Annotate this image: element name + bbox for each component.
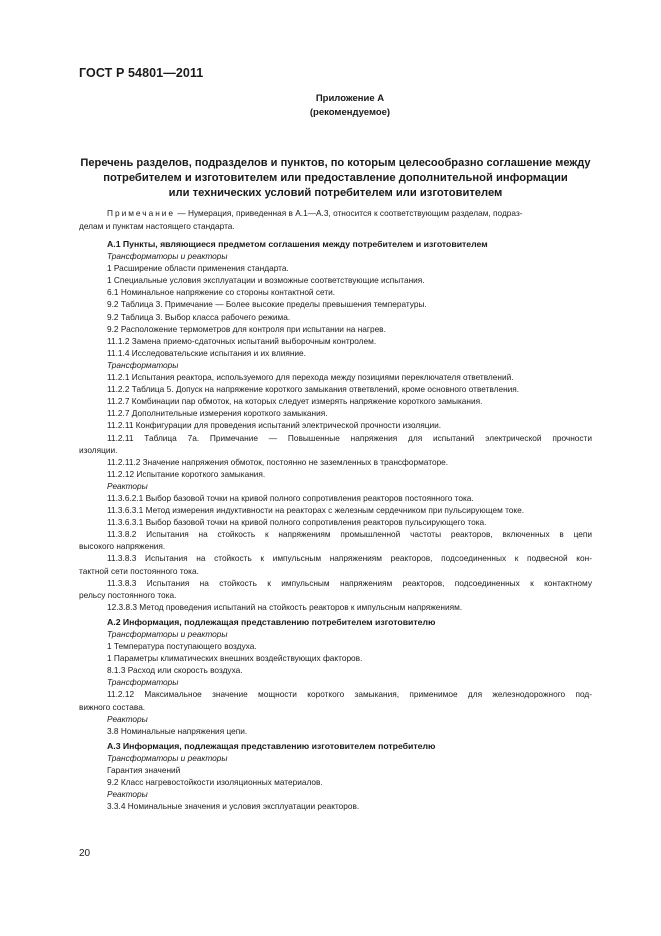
list-item: 11.3.8.3 Испытания на стойкость к импульсным напряжениям реакторов, подсоединенных к подвесной кон- [107, 553, 592, 564]
list-item-continuation: высокого напряжения. [79, 541, 166, 552]
list-item-continuation: рельсу постоянного тока. [79, 589, 177, 600]
subheading: Реакторы [107, 480, 148, 491]
list-item-continuation: тактной сети постоянного тока. [79, 565, 199, 576]
note [79, 207, 592, 232]
page-number: 20 [79, 848, 91, 859]
list-item-continuation: изоляции. [79, 444, 118, 455]
list-item: 3.8 Номинальные напряжения цепи. [107, 725, 248, 736]
list-item: 1 Специальные условия эксплуатации и возможные соответствующие испытания. [107, 275, 425, 286]
list-item: 11.3.8.3 Испытания на стойкость к импульсным напряжениям реакторов, подсоединенных к контактному [107, 577, 592, 588]
list-item: 11.3.6.2.1 Выбор базовой точки на кривой полного сопротивления реакторов постоянного тока. [107, 492, 474, 503]
list-item: 11.2.11.2 Значение напряжения обмоток, постоянно не заземленных в трансформаторе. [107, 456, 449, 467]
list-item: 1 Температура поступающего воздуха. [107, 641, 257, 652]
list-item: 11.2.7 Комбинации пар обмоток, на которых следует измерять напряжение короткого замыкания. [107, 396, 483, 407]
list-item: 11.2.12 Испытание короткого замыкания. [107, 468, 266, 479]
subheading: Трансформаторы и реакторы [107, 251, 228, 262]
subheading: Реакторы [107, 713, 148, 724]
list-item: 1 Параметры климатических внешних воздействующих факторов. [107, 653, 363, 664]
note-label: Примечание [107, 208, 176, 218]
list-item: 8.1.3 Расход или скорость воздуха. [107, 665, 243, 676]
main-title-line: потребителем и изготовителем или предоставление дополнительной информации [103, 172, 568, 185]
note-text: делам и пунктам настоящего стандарта. [79, 220, 235, 231]
list-item: 11.1.2 Замена приемо-сдаточных испытаний выборочным контролем. [107, 335, 377, 346]
list-item: 11.2.7 Дополнительные измерения короткого замыкания. [107, 408, 328, 419]
note-text: — Нумерация, приведенная в А.1—А.3, относится к соответствующим разделам, подраз- [177, 208, 523, 218]
main-title-line: или технических условий потребителем или изготовителем [168, 187, 503, 200]
appendix-title: Приложение А [315, 93, 385, 104]
list-item: 12.3.8.3 Метод проведения испытаний на стойкость реакторов к импульсным напряжениям. [107, 601, 463, 612]
list-item: 11.3.6.3.1 Метод измерения индуктивности на реакторах с железным сердечником при пульсирующем токе. [107, 505, 525, 516]
list-item-continuation: вижного состава. [79, 701, 146, 712]
list-item: 11.1.4 Исследовательские испытания и их влияние. [107, 347, 306, 358]
list-item: 11.3.6.3.1 Выбор базовой точки на кривой полного сопротивления реакторов пульсирующего тока. [107, 517, 487, 528]
list-item: 9.2 Таблица 3. Примечание — Более высокие пределы превышения температуры. [107, 299, 427, 310]
content [79, 238, 592, 812]
list-item: 1 Расширение области применения стандарта. [107, 263, 289, 274]
list-item: 11.2.2 Таблица 5. Допуск на напряжение короткого замыкания ответвлений, кроме основного ответвления. [107, 384, 520, 395]
list-item: 6.1 Номинальное напряжение со стороны контактной сети. [107, 287, 336, 298]
standard-header: ГОСТ Р 54801—2011 [79, 66, 204, 80]
list-item: 9.2 Расположение термометров для контроля при испытании на нагрев. [107, 323, 386, 334]
section-heading-a3: А.3 Информация, подлежащая представлению изготовителем потребителю [107, 740, 436, 751]
list-item: Гарантия значений [107, 765, 181, 776]
subheading: Трансформаторы [107, 359, 179, 370]
list-item: 3.3.4 Номинальные значения и условия эксплуатации реакторов. [107, 801, 360, 812]
subheading: Трансформаторы [107, 677, 179, 688]
subheading: Трансформаторы и реакторы [107, 752, 228, 763]
main-title-line: Перечень разделов, подразделов и пунктов, по которым целесообразно соглашение между [80, 157, 591, 169]
section-heading-a1: А.1 Пункты, являющиеся предметом соглашения между потребителем и изготовителем [107, 239, 488, 249]
list-item: 9.2 Класс нагревостойкости изоляционных материалов. [107, 777, 323, 788]
list-item: 11.3.8.2 Испытания на стойкость к напряжениям промышленной частоты реакторов, включенных в цепи [107, 529, 592, 540]
subheading: Трансформаторы и реакторы [107, 629, 228, 639]
appendix-subtitle: (рекомендуемое) [309, 107, 391, 118]
list-item: 11.2.11 Конфигурации для проведения испытаний электрической прочности изоляции. [107, 420, 442, 431]
main-title [79, 156, 592, 202]
list-item: 11.2.12 Максимальное значение мощности короткого замыкания, применимое для железнодорожного под- [107, 689, 592, 700]
section-heading-a2: А.2 Информация, подлежащая представлению потребителем изготовителю [107, 616, 436, 627]
list-item: 11.2.1 Испытания реактора, используемого для перехода между позициями переключателя ответвлений. [107, 372, 514, 383]
list-item: 11.2.11 Таблица 7а. Примечание — Повышенные напряжения для испытаний электрической прочности [107, 432, 592, 443]
list-item: 9.2 Таблица 3. Выбор класса рабочего режима. [107, 311, 291, 322]
subheading: Реакторы [107, 789, 148, 800]
